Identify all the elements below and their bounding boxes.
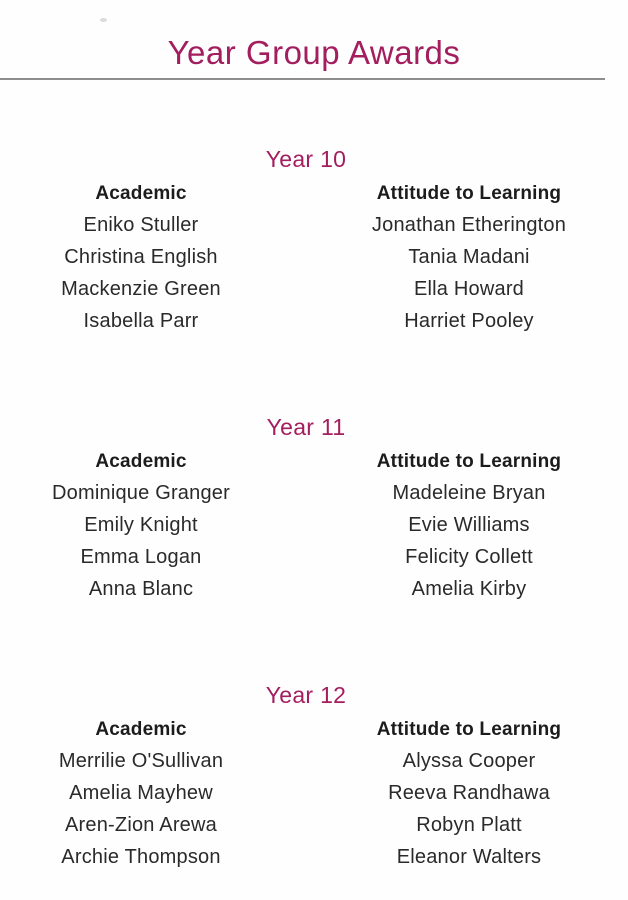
page-title: Year Group Awards (167, 34, 461, 71)
year-heading: Year 12 (265, 682, 347, 708)
award-name: Felicity Collett (405, 546, 533, 568)
award-name: Alyssa Cooper (402, 750, 536, 772)
award-name: Evie Williams (408, 514, 530, 536)
section-year-11 (0, 416, 628, 605)
column-header-attitude: Attitude to Learning (376, 183, 562, 204)
award-name: Merrilie O'Sullivan (58, 750, 224, 772)
award-name: Reeva Randhawa (388, 782, 550, 804)
column-attitude-to-learning (310, 184, 628, 337)
award-name: Emma Logan (80, 546, 202, 568)
award-name: Madeleine Bryan (392, 482, 546, 504)
column-attitude-to-learning (310, 720, 628, 873)
award-name: Eleanor Walters (396, 846, 542, 868)
section-year-10 (0, 148, 628, 337)
award-name: Ella Howard (413, 278, 525, 300)
award-name: Robyn Platt (416, 814, 522, 836)
column-header-academic: Academic (95, 451, 187, 472)
award-name: Dominique Granger (52, 482, 230, 504)
award-name: Archie Thompson (61, 846, 221, 868)
award-name: Tania Madani (408, 246, 530, 268)
column-header-academic: Academic (95, 719, 187, 740)
column-header-attitude: Attitude to Learning (376, 451, 562, 472)
award-name: Anna Blanc (88, 578, 194, 600)
column-header-academic: Academic (95, 183, 187, 204)
column-attitude-to-learning (310, 452, 628, 605)
scan-artifact (100, 18, 107, 22)
award-name: Harriet Pooley (404, 310, 534, 332)
award-name: Emily Knight (84, 514, 198, 536)
title-divider (0, 78, 605, 80)
section-year-12 (0, 684, 628, 873)
award-name: Jonathan Etherington (371, 214, 567, 236)
award-name: Christina English (64, 246, 218, 268)
year-heading: Year 11 (266, 414, 346, 440)
column-academic (0, 720, 282, 873)
year-heading: Year 10 (265, 146, 347, 172)
award-name: Mackenzie Green (61, 278, 221, 300)
column-academic (0, 184, 282, 337)
award-name: Amelia Mayhew (69, 782, 213, 804)
award-name: Isabella Parr (83, 310, 199, 332)
column-academic (0, 452, 282, 605)
award-name: Eniko Stuller (83, 214, 199, 236)
award-name: Amelia Kirby (411, 578, 527, 600)
column-header-attitude: Attitude to Learning (376, 719, 562, 740)
award-name: Aren-Zion Arewa (65, 814, 217, 836)
